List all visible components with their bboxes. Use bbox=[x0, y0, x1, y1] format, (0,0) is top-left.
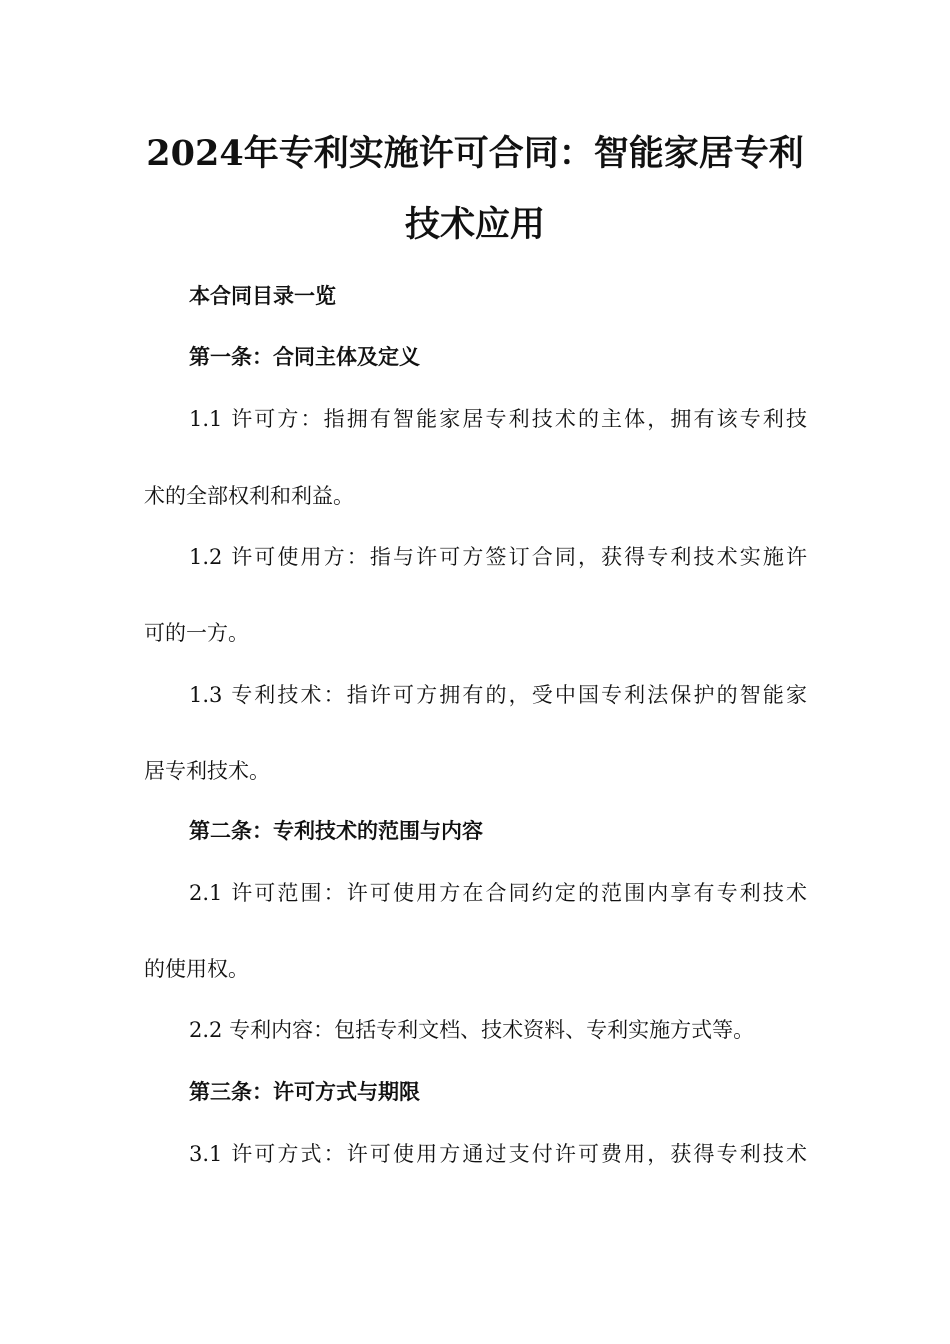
clause-1-3-line-2: 居专利技术。 bbox=[144, 759, 270, 783]
clause-1-1-line-1: 1.1 许可方：指拥有智能家居专利技术的主体，拥有该专利技 bbox=[189, 407, 807, 431]
clause-1-1-line-2: 术的全部权利和利益。 bbox=[144, 484, 354, 508]
document-title-line-2: 技术应用 bbox=[404, 204, 545, 245]
clause-1-2-line-1: 1.2 许可使用方：指与许可方签订合同，获得专利技术实施许 bbox=[189, 545, 807, 569]
section-3-heading: 第三条：许可方式与期限 bbox=[189, 1080, 420, 1104]
document-title-line-1: 2024年专利实施许可合同：智能家居专利 bbox=[146, 133, 804, 174]
clause-2-1-line-2: 的使用权。 bbox=[144, 957, 249, 981]
clause-2-1-line-1: 2.1 许可范围：许可使用方在合同约定的范围内享有专利技术 bbox=[189, 881, 807, 905]
clause-3-1-line-1: 3.1 许可方式：许可使用方通过支付许可费用，获得专利技术 bbox=[189, 1142, 807, 1166]
section-2-heading: 第二条：专利技术的范围与内容 bbox=[189, 819, 483, 843]
clause-1-2-line-2: 可的一方。 bbox=[144, 621, 249, 645]
clause-1-3-line-1: 1.3 专利技术：指许可方拥有的，受中国专利法保护的智能家 bbox=[189, 683, 807, 707]
toc-heading: 本合同目录一览 bbox=[189, 284, 336, 308]
section-1-heading: 第一条：合同主体及定义 bbox=[189, 345, 420, 369]
clause-2-2-line-1: 2.2 专利内容：包括专利文档、技术资料、专利实施方式等。 bbox=[189, 1018, 755, 1042]
